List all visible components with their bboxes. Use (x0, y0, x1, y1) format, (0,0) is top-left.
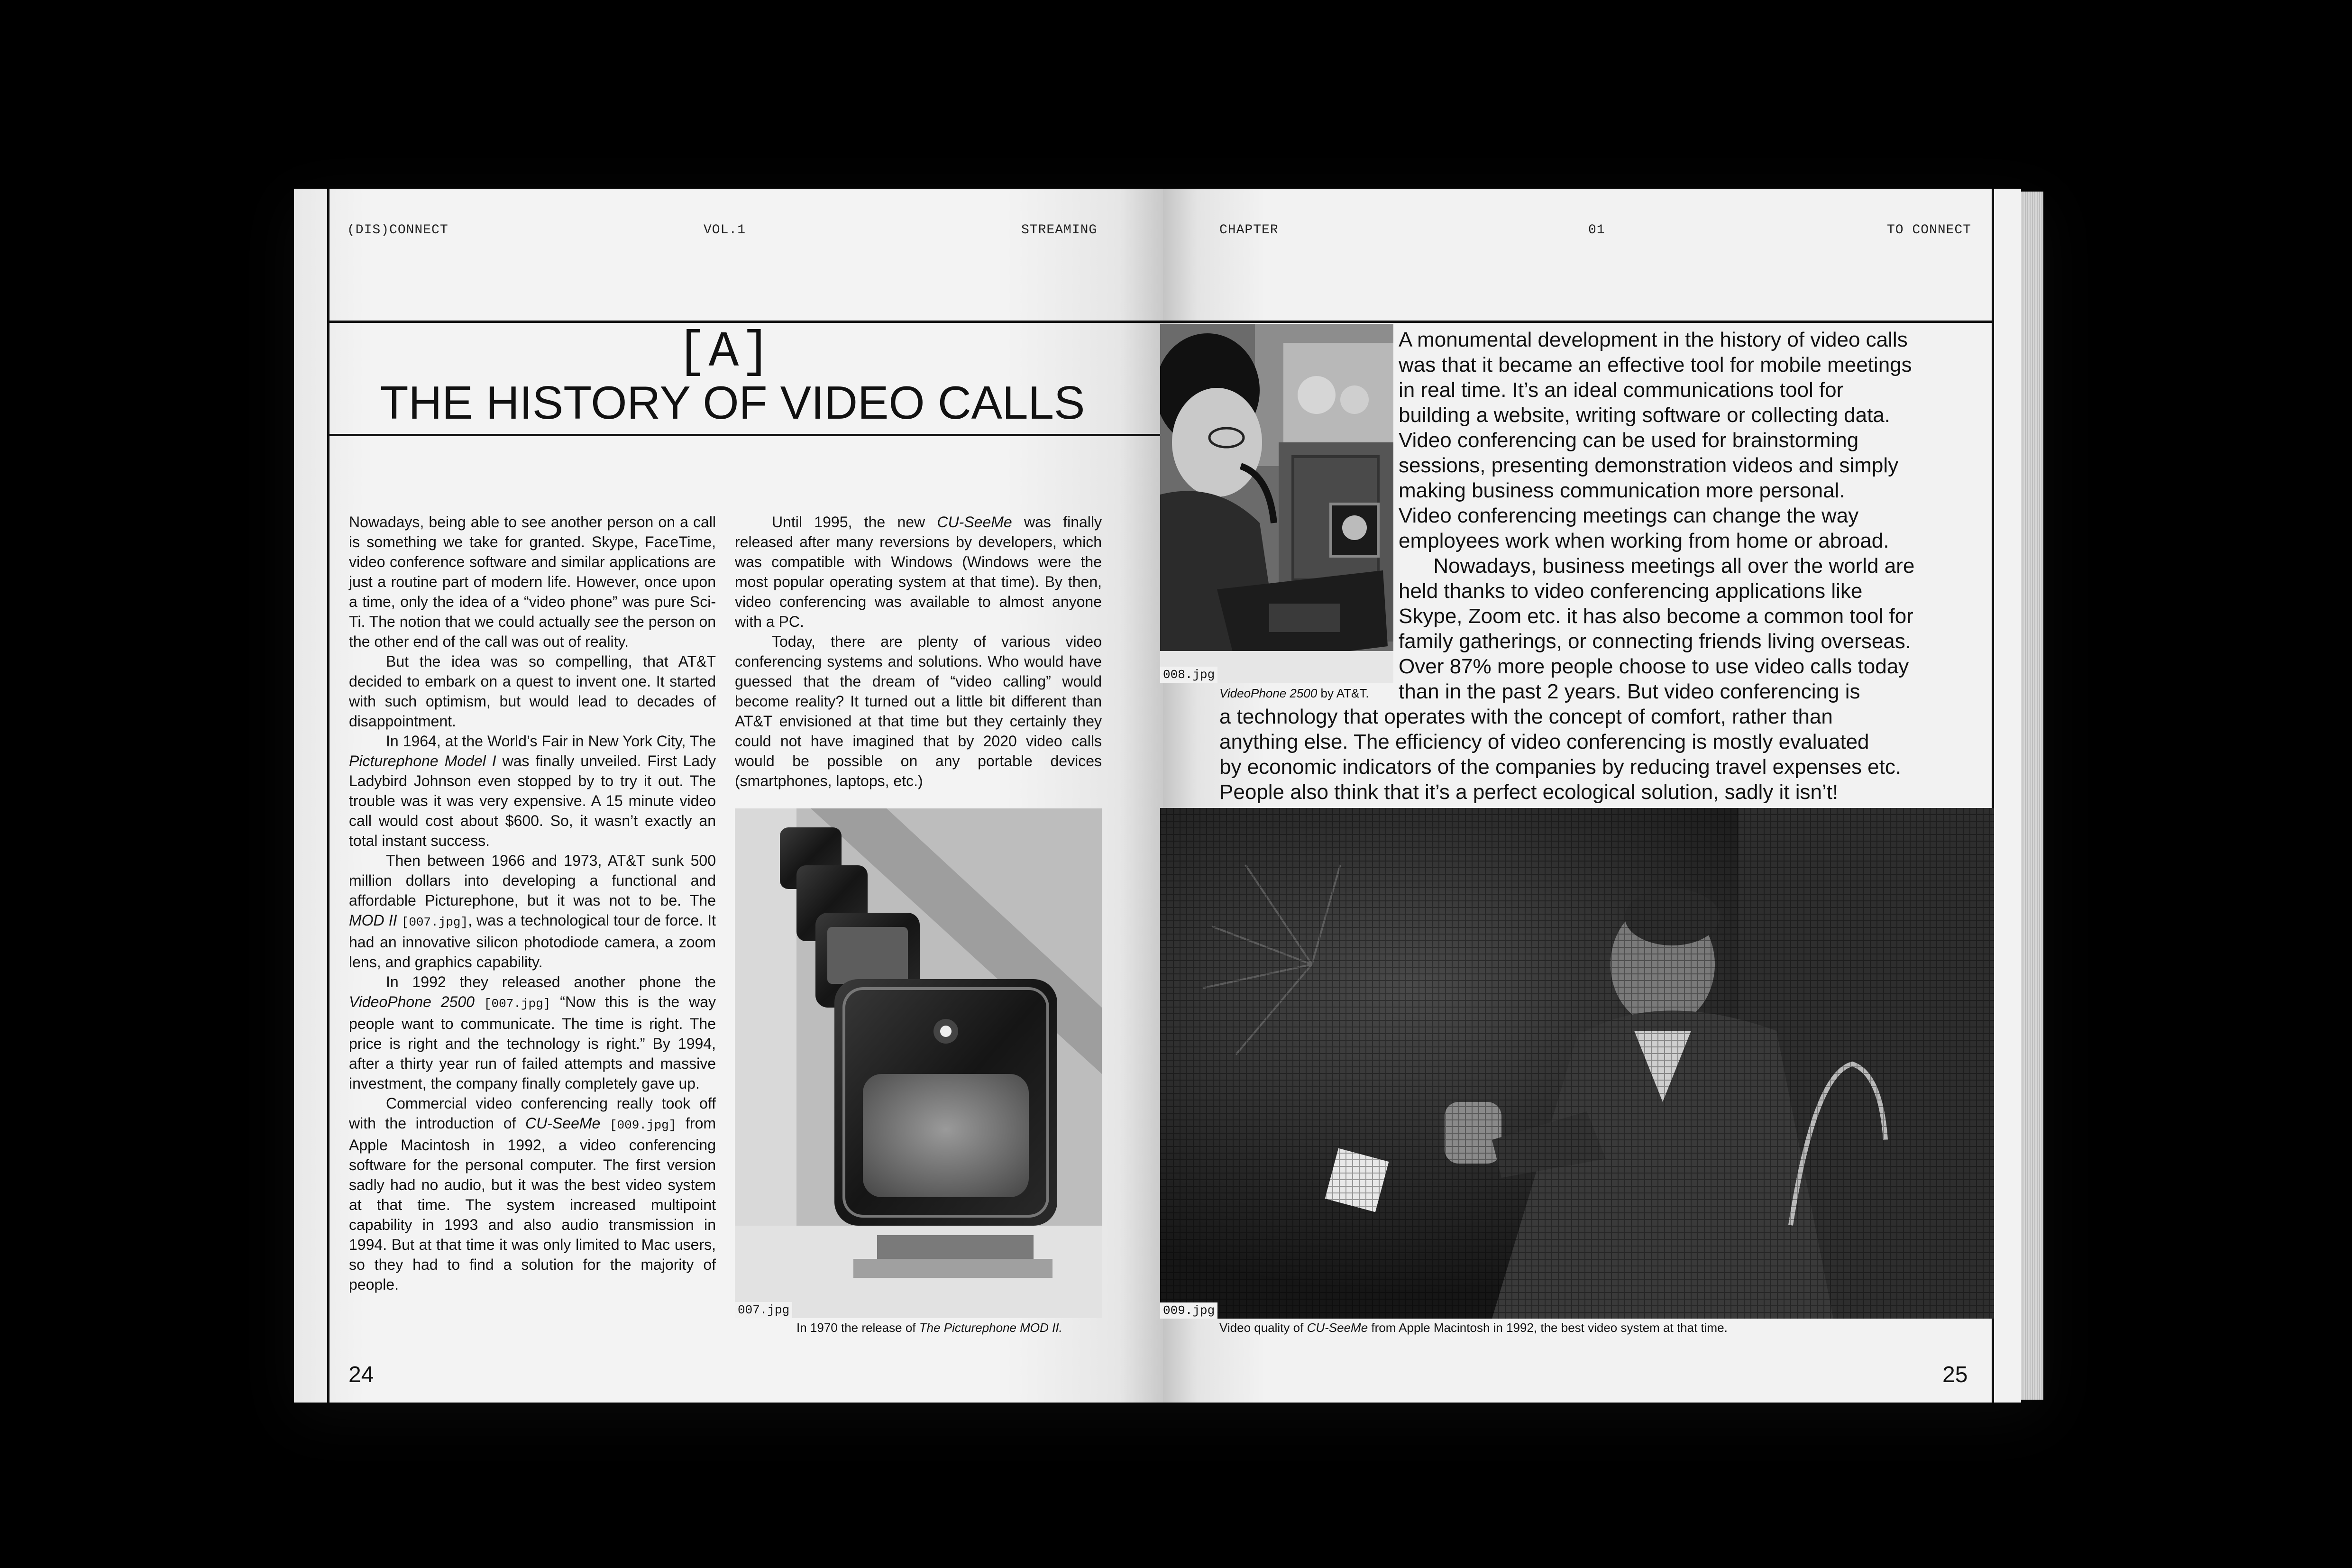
paragraph: Commercial video conferencing really took off with the introduction of CU-SeeMe [009.jpg] from Apple Macintosh in 1992, a video conferencing software for the personal computer. The first version sadly had no audio, but it was the best video system at that time. The system increased multipoint capability in 1993 and also audio transmission in 1994. But at that time it was only limited to Mac users, so they had to find a solution for the majority of people. (349, 1095, 716, 1293)
videophone-2500-illustration (1160, 324, 1393, 683)
header-chapter-number: 01 (1588, 223, 1605, 238)
right-text-bottom (1219, 704, 1997, 805)
header-magazine-name: (DIS)CONNECT (347, 223, 448, 238)
paragraph: Today, there are plenty of various video conferencing systems and solutions. Who would have guessed that the dream of “video calling” would become reality? It turned out a little bit different than AT&T envisioned at that time but they certainly they could not have imagined that by 2020 video calls would be possible on any portable devices (smartphones, laptops, etc.) (735, 633, 1102, 789)
text-line: sessions, presenting demonstration videos and simply (1399, 454, 1899, 477)
text-line: than in the past 2 years. But video conferencing is (1399, 680, 1860, 703)
cu-seeme-video-frame (1160, 808, 1994, 1319)
caption-007: In 1970 the release of The Picturephone MOD II. (796, 1320, 1062, 1335)
picturephone-illustration (735, 808, 1102, 1318)
text-line: by economic indicators of the companies by reducing travel expenses etc. (1219, 755, 1902, 779)
text-line: in real time. It’s an ideal communications tool for (1399, 378, 1844, 402)
paragraph: In 1964, at the World’s Fair in New York City, The Picturephone Model I was finally unveiled. First Lady Ladybird Johnson even stopped by to try it out. The trouble was it was very expensive. A 15 minute video call would cost about $600. So, it wasn’t exactly an total instant success. (349, 733, 716, 849)
page-number-right: 25 (1942, 1362, 1968, 1387)
text-line: anything else. The efficiency of video conferencing is mostly evaluated (1219, 730, 1869, 753)
photo-009 (1160, 808, 1994, 1319)
file-tag-009: 009.jpg (1160, 1302, 1217, 1319)
caption-009: Video quality of CU-SeeMe from Apple Macintosh in 1992, the best video system at that time. (1219, 1320, 1728, 1335)
page-edges (2021, 192, 2043, 1400)
section-id: [A] (677, 324, 773, 381)
body-column-2 (735, 512, 1102, 791)
header-chapter-label: CHAPTER (1219, 223, 1279, 238)
text-line: Nowadays, business meetings all over the world are (1399, 554, 1915, 578)
paragraph: Until 1995, the new CU-SeeMe was finally released after many reversions by developers, which was compatible with Windows (Windows were the most popular operating system at that time). By then, video conferencing was available to almost anyone with a PC. (735, 513, 1102, 630)
text-line: was that it became an effective tool for mobile meetings (1399, 353, 1912, 376)
text-line: Over 87% more people choose to use video calls today (1399, 655, 1909, 678)
header-chapter-title: TO CONNECT (1887, 223, 1972, 238)
paragraph: In 1992 they released another phone the VideoPhone 2500 [007.jpg] “Now this is the way people want to communicate. The time is right. The price is right and the technology is right.” By 1994, after a thirty year run of failed attempts and massive investment, the company finally completely gave up. (349, 973, 716, 1092)
paragraph: Nowadays, being able to see another person on a call is something we take for granted. Skype, FaceTime, video conference software and similar applications are just a routine part of modern life. However, once upon a time, only the idea of a “video phone” was pure Sci-Ti. The notion that we could actually see the person on the other end of the call was out of reality. (349, 513, 716, 650)
photo-007 (735, 808, 1102, 1318)
file-tag-008: 008.jpg (1160, 667, 1217, 683)
caption-008: VideoPhone 2500 by AT&T. (1219, 686, 1369, 700)
paragraph: Then between 1966 and 1973, AT&T sunk 500 million dollars into developing a functional and affordable Picturephone, but it was not to be. The MOD II [007.jpg], was a technological tour de force. It had an innovative silicon photodiode camera, a zoom lens, and graphics capability. (349, 852, 716, 971)
text-line: family gatherings, or connecting friends living overseas. (1399, 630, 1911, 653)
text-line: Skype, Zoom etc. it has also become a common tool for (1399, 605, 1913, 628)
body-column-1 (349, 512, 716, 1294)
right-text-top (1399, 327, 1996, 704)
file-tag-007: 007.jpg (735, 1302, 792, 1318)
text-line: held thanks to video conferencing applications like (1399, 579, 1863, 603)
text-line: Video conferencing can be used for brainstorming (1399, 429, 1859, 452)
page-title: THE HISTORY OF VIDEO CALLS (380, 376, 1085, 429)
page-number-left: 24 (348, 1362, 374, 1387)
paragraph: But the idea was so compelling, that AT&T decided to embark on a quest to invent one. It started with such optimism, but would lead to decades of disappointment. (349, 653, 716, 730)
text-line: People also think that it’s a perfect ecological solution, sadly it isn’t! (1219, 780, 1839, 804)
text-line: a technology that operates with the concept of comfort, rather than (1219, 705, 1833, 728)
text-line: employees work when working from home or abroad. (1399, 529, 1889, 552)
title-bottom-rule (327, 434, 1162, 436)
photo-008 (1160, 324, 1393, 683)
text-line: Video conferencing meetings can change the way (1399, 504, 1859, 527)
text-line: A monumental development in the history of video calls (1399, 328, 1908, 351)
text-line: building a website, writing software or collecting data. (1399, 403, 1890, 427)
left-margin-rule (327, 189, 329, 1403)
text-line: making business communication more personal. (1399, 479, 1845, 502)
header-volume: VOL.1 (704, 223, 746, 238)
title-top-rule (327, 321, 1994, 323)
header-section: STREAMING (1021, 223, 1098, 238)
